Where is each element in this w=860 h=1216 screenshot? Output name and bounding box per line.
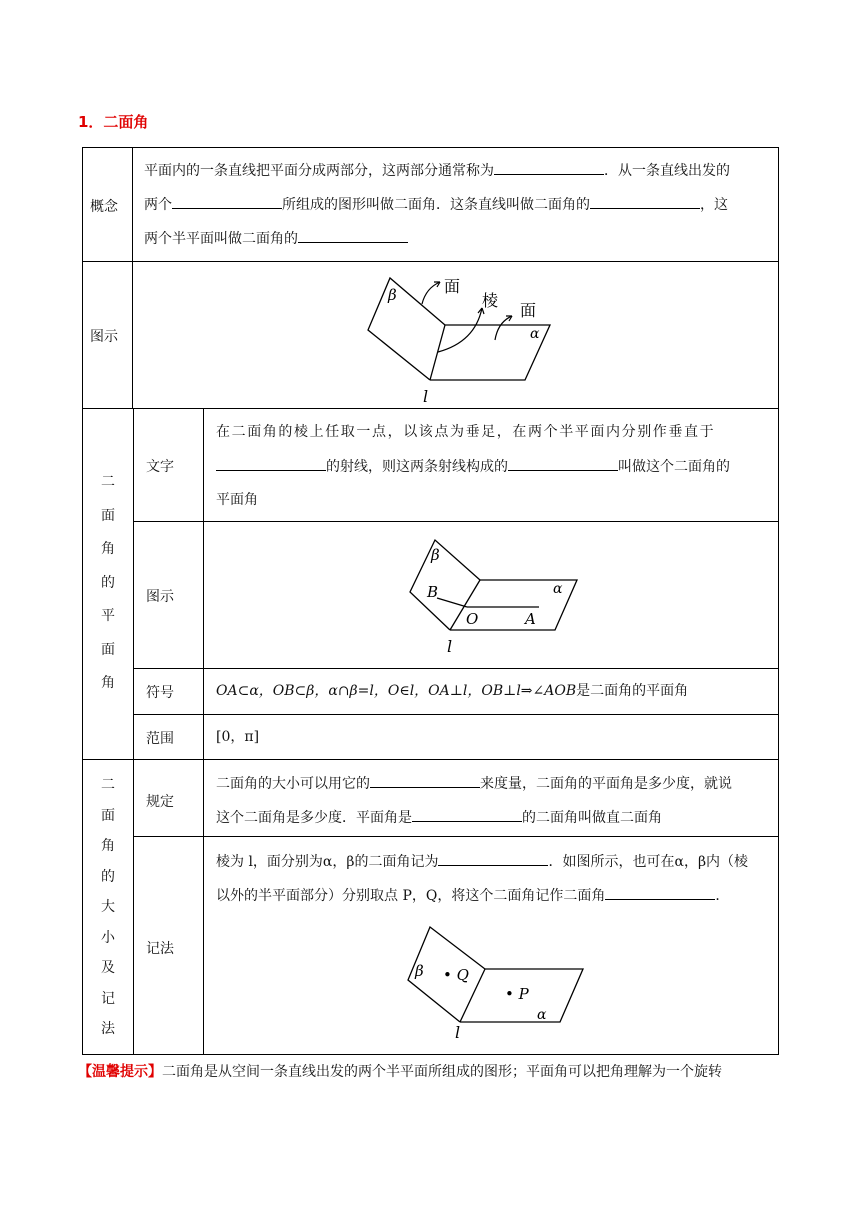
beta-label: β [415,962,424,980]
notation-line-2: 以外的半平面部分）分别取点 P，Q，将这个二面角记作二面角 ． [216,885,729,906]
plane-angle-text-line-2: 的射线，则这两条射线构成的 叫做这个二面角的 [216,456,730,477]
dihedral-angle-figure [360,270,560,405]
face-label-right: 面 [520,301,537,320]
rule-line-2: 这个二面角是多少度．平面角是 的二面角叫做直二面角 [216,807,662,828]
tip-text: 二面角是从空间一条直线出发的两个半平面所组成的图形；平面角可以把角理解为一个旋转 [162,1064,722,1080]
plane-angle-text-line-3: 平面角 [216,492,258,508]
concept-line-2: 两个 所组成的图形叫做二面角．这条直线叫做二面角的 ，这 [144,194,728,215]
notation-line-1: 棱为 l，面分别为α，β的二面角记为 ．如图所示，也可在α，β内（棱 [216,851,748,872]
beta-label: β [431,546,440,564]
text-label: 文字 [146,459,174,475]
alpha-label: α [553,581,563,597]
notation-label: 记法 [146,941,174,957]
face-label-top: 面 [444,277,461,296]
rule-label: 规定 [146,794,174,810]
l-label: l [447,637,453,656]
alpha-label: α [537,1007,547,1023]
symbol-text: OA⊂α，OB⊂β，α∩β=l，O∈l，OA⊥l，OB⊥l⇒∠AOB是二面角的平面角 [216,683,689,699]
figure-label: 图示 [90,329,118,345]
plane-angle-figure [405,530,590,658]
l-label: l [455,1023,461,1042]
range-label: 范围 [146,731,174,747]
beta-label: β [388,286,397,304]
tip-heading: 【温馨提示】 [78,1064,162,1080]
alpha-label: α [530,326,540,342]
concept-line-3: 两个半平面叫做二面角的 [144,228,408,249]
edge-label: 棱 [482,291,499,310]
range-text: [0，π] [216,729,260,745]
a-label: A [525,610,536,628]
b-label: B [427,583,439,601]
plane-angle-group-label: 二 面 角 的 平 面 角 [101,474,115,691]
o-label: O [466,610,479,628]
concept-line-1: 平面内的一条直线把平面分成两部分，这两部分通常称为 ．从一条直线出发的 [144,160,730,181]
q-point-label: • Q [443,966,469,984]
p-point-label: • P [505,985,529,1003]
concept-label: 概念 [90,199,118,215]
l-label: l [423,387,429,406]
warm-tip [78,1061,722,1081]
notation-figure [405,922,590,1050]
plane-angle-text-line-1: 在二面角的棱上任取一点，以该点为垂足，在两个半平面内分别作垂直于 [216,424,716,440]
symbol-label: 符号 [146,685,174,701]
section-title: 1．二面角 [78,113,149,131]
rule-line-1: 二面角的大小可以用它的 来度量，二面角的平面角是多少度，就说 [216,773,732,794]
size-notation-group-label: 二 面 角 的 大 小 及 记 法 [101,777,115,1037]
plane-angle-figure-label: 图示 [146,589,174,605]
